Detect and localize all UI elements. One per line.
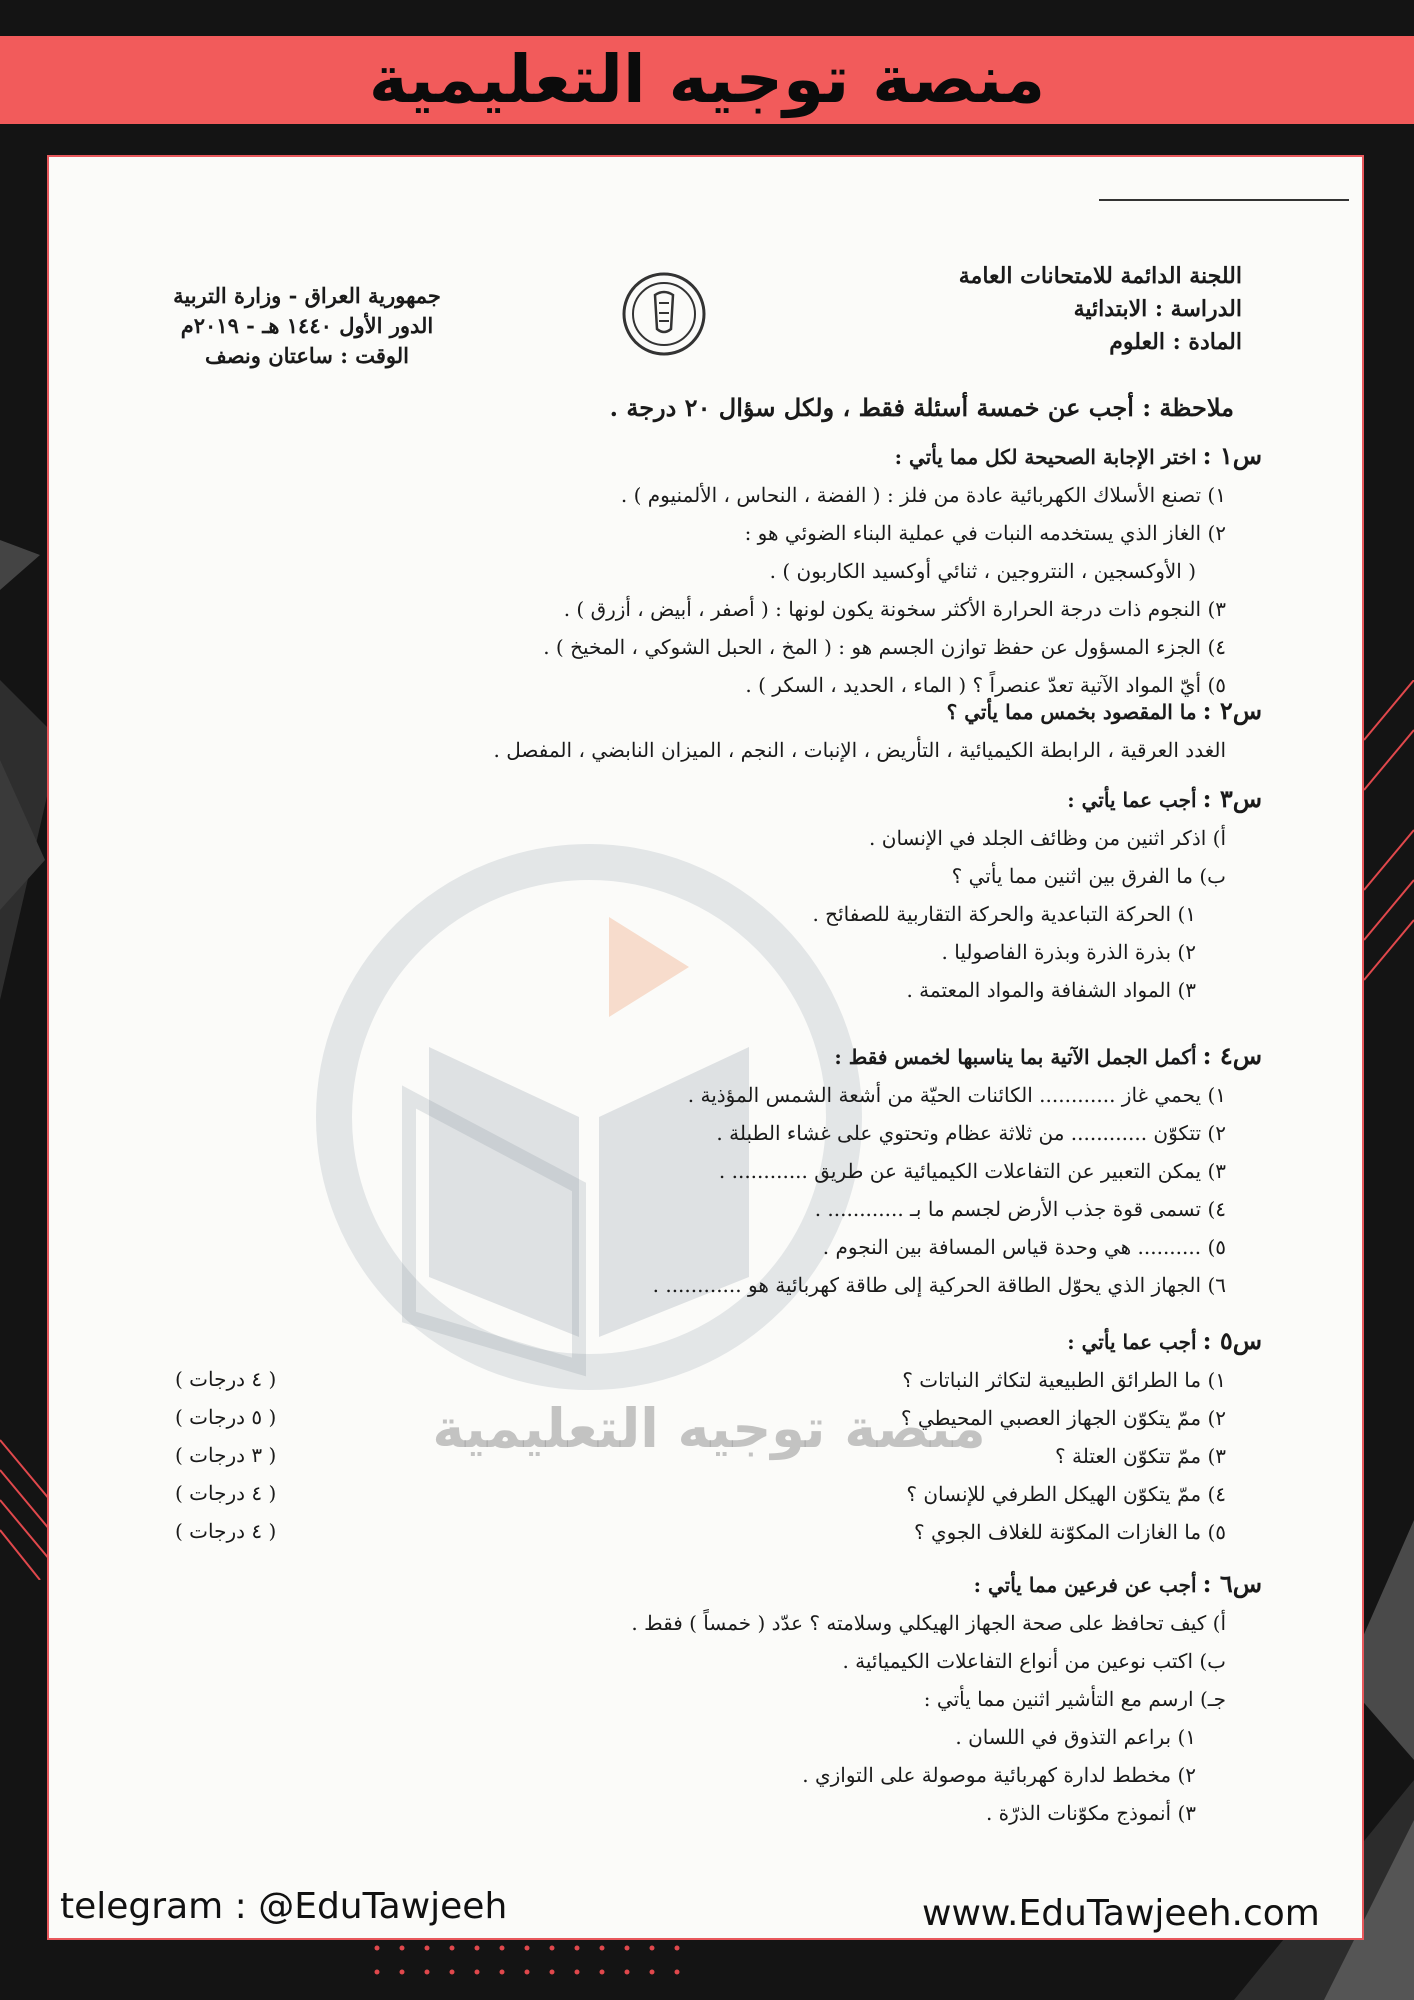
right-decoration <box>1364 680 1414 1000</box>
telegram-handle[interactable]: telegram : @EduTawjeeh <box>60 1886 508 1927</box>
question-number: س١ : <box>1202 441 1262 470</box>
question-item: ٣) أنموذج مكوّنات الذرّة . <box>985 1801 1196 1825</box>
grade-label: ( ٤ درجات ) <box>175 1519 277 1543</box>
question-number: س٢ : <box>1202 696 1262 725</box>
question-6 <box>631 1565 1262 1832</box>
question-item: ٥) ما الغازات المكوّنة للغلاف الجوي ؟ <box>913 1520 1226 1544</box>
question-item: ٢) تتكوّن ............ من ثلاثة عظام وتحتوي على غشاء الطبلة . <box>716 1121 1226 1145</box>
time-line: الوقت : ساعتان ونصف <box>204 343 410 368</box>
question-4 <box>653 1037 1262 1304</box>
exam-paper <box>47 155 1364 1940</box>
question-item: ٢) الغاز الذي يستخدمه النبات في عملية البناء الضوئي هو : <box>744 521 1226 545</box>
question-item: ١) يحمي غاز ............ الكائنات الحيّة من أشعة الشمس المؤذية . <box>687 1083 1226 1107</box>
question-item: ٤) الجزء المسؤول عن حفظ توازن الجسم هو : ( المخ ، الحبل الشوكي ، المخيخ ) . <box>543 635 1226 659</box>
question-title: أجب عما يأتي : <box>1067 788 1197 812</box>
question-title: أكمل الجمل الآتية بما يناسبها لخمس فقط : <box>834 1045 1197 1069</box>
question-5 <box>901 1322 1262 1551</box>
question-item: ١) ما الطرائق الطبيعية لتكاثر النباتات ؟ <box>902 1368 1226 1392</box>
question-item: ( الأوكسجين ، النتروجين ، ثنائي أوكسيد الكاربون ) . <box>769 559 1196 583</box>
question-item: ٦) الجهاز الذي يحوّل الطاقة الحركية إلى طاقة كهربائية هو ............ . <box>652 1273 1226 1297</box>
question-item: ٣) ممّ تتكوّن العتلة ؟ <box>1055 1444 1226 1468</box>
question-item: ١) الحركة التباعدية والحركة التقاربية للصفائح . <box>812 902 1196 926</box>
question-5-grades <box>175 1360 276 1550</box>
question-2 <box>494 692 1262 769</box>
exam-note: ملاحظة : أجب عن خمسة أسئلة فقط ، ولكل سؤال ٢٠ درجة . <box>609 393 1234 422</box>
question-title: أجب عن فرعين مما يأتي : <box>973 1573 1197 1597</box>
header-right <box>959 260 1242 359</box>
question-item: ٢) بذرة الذرة وبذرة الفاصوليا . <box>941 940 1196 964</box>
question-1 <box>543 437 1262 704</box>
question-title: اختر الإجابة الصحيحة لكل مما يأتي : <box>894 445 1197 469</box>
header-left <box>127 281 487 371</box>
question-item: ب) ما الفرق بين اثنين مما يأتي ؟ <box>951 864 1226 888</box>
question-item: ٥) أيّ المواد الآتية تعدّ عنصراً ؟ ( الماء ، الحديد ، السكر ) . <box>745 673 1226 697</box>
question-item: الغدد العرقية ، الرابطة الكيميائية ، التأريض ، الإنبات ، النجم ، الميزان النابضي ، المفصل . <box>493 738 1226 762</box>
dots-decoration <box>372 1940 702 1995</box>
question-3 <box>812 780 1262 1009</box>
question-item: ٢) مخطط لدارة كهربائية موصولة على التوازي . <box>802 1763 1196 1787</box>
banner-title: منصة توجيه التعليمية <box>0 36 1414 124</box>
question-title: ما المقصود بخمس مما يأتي ؟ <box>946 700 1197 724</box>
question-item: ١) تصنع الأسلاك الكهربائية عادة من فلز : ( الفضة ، النحاس ، الألمنيوم ) . <box>620 483 1226 507</box>
question-item: ٤) تسمى قوة جذب الأرض لجسم ما بـ ............ . <box>814 1197 1226 1221</box>
watermark-text: منصة توجيه التعليمية <box>432 1397 986 1460</box>
question-item: جـ) ارسم مع التأشير اثنين مما يأتي : <box>923 1687 1226 1711</box>
question-item: ب) اكتب نوعين من أنواع التفاعلات الكيميائية . <box>842 1649 1226 1673</box>
question-item: ٤) ممّ يتكوّن الهيكل الطرفي للإنسان ؟ <box>906 1482 1226 1506</box>
committee-line: اللجنة الدائمة للامتحانات العامة <box>958 263 1242 289</box>
question-item: ٣) المواد الشفافة والمواد المعتمة . <box>906 978 1196 1002</box>
question-item: ٣) يمكن التعبير عن التفاعلات الكيميائية عن طريق ............ . <box>718 1159 1226 1183</box>
grade-label: ( ٤ درجات ) <box>175 1367 277 1391</box>
question-number: س٤ : <box>1202 1041 1262 1070</box>
question-item: ٢) ممّ يتكوّن الجهاز العصبي المحيطي ؟ <box>900 1406 1226 1430</box>
question-number: س٦ : <box>1202 1569 1262 1598</box>
top-rule <box>1099 199 1349 201</box>
question-item: ٥) .......... هي وحدة قياس المسافة بين النجوم . <box>822 1235 1226 1259</box>
question-item: ٣) النجوم ذات درجة الحرارة الأكثر سخونة يكون لونها : ( أصفر ، أبيض ، أزرق ) . <box>563 597 1226 621</box>
ministry-seal-icon <box>621 271 707 357</box>
question-number: س٣ : <box>1202 784 1262 813</box>
website-link[interactable]: www.EduTawjeeh.com <box>922 1893 1320 1934</box>
grade-label: ( ٥ درجات ) <box>175 1405 277 1429</box>
question-item: أ) كيف تحافظ على صحة الجهاز الهيكلي وسلامته ؟ عدّد ( خمساً ) فقط . <box>631 1611 1226 1635</box>
grade-label: ( ٣ درجات ) <box>175 1443 277 1467</box>
subject-line: المادة : العلوم <box>1109 329 1242 355</box>
question-number: س٥ : <box>1202 1326 1262 1355</box>
stage-line: الدراسة : الابتدائية <box>1073 296 1242 322</box>
question-item: أ) اذكر اثنين من وظائف الجلد في الإنسان . <box>869 826 1226 850</box>
grade-label: ( ٤ درجات ) <box>175 1481 277 1505</box>
question-title: أجب عما يأتي : <box>1067 1330 1197 1354</box>
ministry-line: جمهورية العراق - وزارة التربية <box>173 283 441 308</box>
question-item: ١) براعم التذوق في اللسان . <box>955 1725 1196 1749</box>
session-line: الدور الأول ١٤٤٠ هـ - ٢٠١٩م <box>180 313 434 338</box>
